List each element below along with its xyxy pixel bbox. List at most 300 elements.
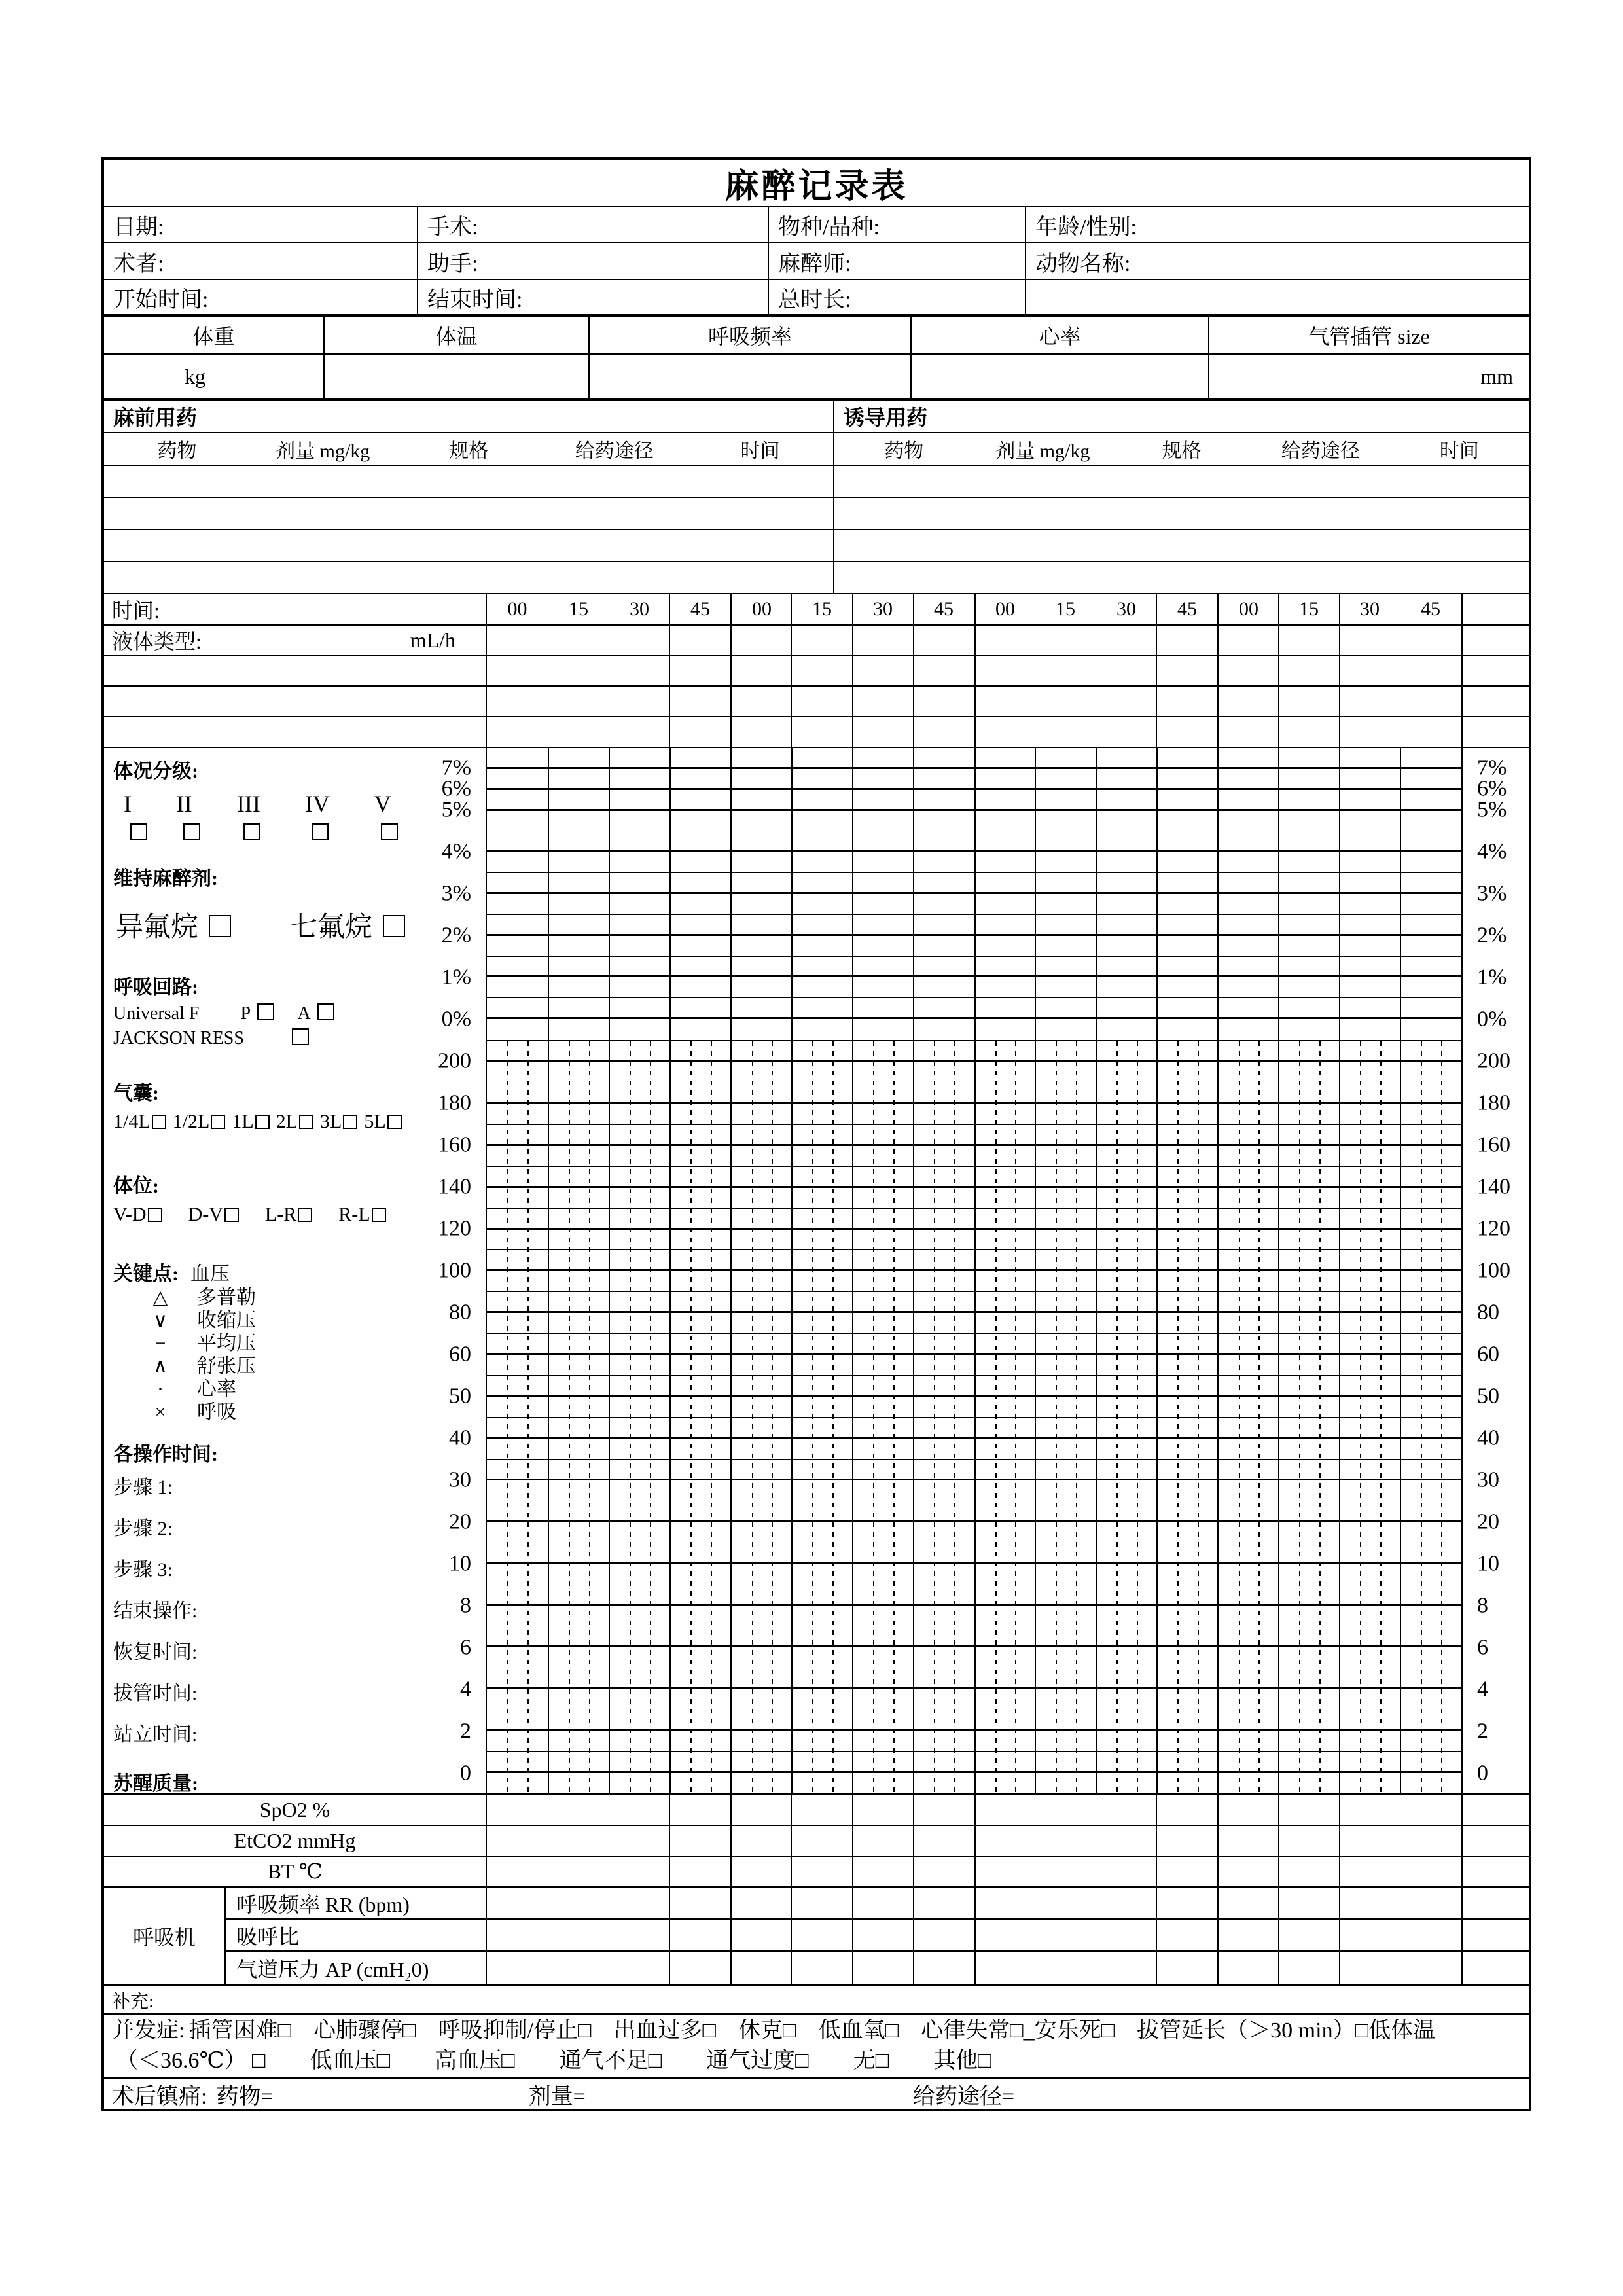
- grid-subcolumn: [934, 1041, 954, 1794]
- grid-cell: [609, 687, 669, 716]
- grid-subcolumn: [1137, 1041, 1156, 1794]
- temperature-value-cell[interactable]: [323, 355, 588, 398]
- grid-cell: [609, 1826, 669, 1856]
- grid-cell: [548, 656, 609, 685]
- info-field[interactable]: [417, 280, 768, 314]
- grid-cell: [1339, 1920, 1400, 1950]
- grid-cell: [669, 687, 730, 716]
- info-field[interactable]: [768, 207, 1025, 242]
- info-field[interactable]: [104, 207, 417, 242]
- legend-label: 舒张压: [197, 1355, 256, 1377]
- premed-entry-cell[interactable]: [104, 498, 834, 529]
- monitor-row-cells[interactable]: [487, 1857, 1529, 1886]
- grid-column: [974, 1041, 1035, 1794]
- grid-cell: [1278, 626, 1339, 655]
- grid-cell: [609, 1920, 669, 1950]
- grid-cell: [730, 1826, 791, 1856]
- grid-subcolumn: [1036, 1041, 1056, 1794]
- grid-column: [852, 748, 913, 1040]
- anesthetic-option: 异氟烷: [116, 905, 231, 944]
- vitals-axis-left: [104, 1041, 486, 1793]
- induction-entry-cell[interactable]: [834, 562, 1529, 593]
- medication-entry-row[interactable]: [104, 530, 1529, 562]
- grid-cell: [1096, 687, 1156, 716]
- grid-cell: [974, 1888, 1035, 1918]
- ventilator-section: [104, 1888, 1529, 1986]
- grid-column: [1217, 748, 1278, 1040]
- axis-tick: 80: [449, 1300, 471, 1325]
- grid-cell: [852, 1952, 913, 1984]
- grid-cell: [669, 1857, 730, 1886]
- med-column-header: 给药途径: [1281, 440, 1360, 462]
- grid-cell: [609, 717, 669, 747]
- grid-cell: [1217, 1857, 1278, 1886]
- grid-column: [730, 1041, 791, 1794]
- time-tick: 30: [1096, 594, 1156, 624]
- grid-cell: [669, 626, 730, 655]
- grid-cell: [791, 1795, 852, 1825]
- time-tick: 30: [1339, 594, 1400, 624]
- grid-subcolumn: [569, 1041, 588, 1794]
- grid-column: [1035, 1041, 1096, 1794]
- grid-cell: [1400, 656, 1461, 685]
- grid-cell: [548, 1920, 609, 1950]
- grid-subcolumn: [832, 1041, 852, 1794]
- grid-column: [1278, 1041, 1339, 1794]
- time-tick: 45: [1400, 594, 1461, 624]
- operation-time-field[interactable]: 恢复时间:: [113, 1641, 198, 1663]
- grid-cell: [730, 1920, 791, 1950]
- grid-cell: [974, 626, 1035, 655]
- operation-time-field[interactable]: 步骤 3:: [113, 1559, 173, 1581]
- legend-label: 多普勒: [197, 1287, 256, 1308]
- med-column-header: 规格: [1162, 440, 1202, 462]
- medication-entry-row[interactable]: [104, 562, 1529, 594]
- grid-cell: [609, 1857, 669, 1886]
- grid-cell: [1035, 1920, 1096, 1950]
- axis-tick: 2%: [441, 923, 471, 948]
- grid-subcolumn: [1116, 1041, 1136, 1794]
- asa-option: IV: [305, 790, 352, 845]
- info-row-1: [104, 207, 1529, 243]
- grid-cell: [1278, 717, 1339, 747]
- axis-tick: 5%: [441, 797, 471, 822]
- grid-subcolumn: [1319, 1041, 1339, 1794]
- vaporizer-grid-columns: [487, 748, 1461, 1040]
- grid-cell: [913, 626, 974, 655]
- axis-tick: 30: [449, 1467, 471, 1492]
- grid-cell: [487, 1857, 548, 1886]
- info-field[interactable]: [1025, 243, 1529, 279]
- ventilator-row-cells[interactable]: [487, 1920, 1529, 1950]
- supplement-label: 补充:: [112, 1991, 154, 2012]
- grid-cell: [730, 656, 791, 685]
- medication-entry-row[interactable]: [104, 498, 1529, 530]
- grid-cell: [1035, 1826, 1096, 1856]
- grid-cell: [669, 1920, 730, 1950]
- grid-cell: [791, 656, 852, 685]
- ventilator-row-label: 气道压力 AP (cmH₂0): [226, 1952, 487, 1984]
- grid-cell: [1400, 626, 1461, 655]
- vitals-grid[interactable]: [487, 1041, 1461, 1794]
- grid-subcolumn: [1056, 1041, 1075, 1794]
- grid-cell: [913, 1952, 974, 1984]
- vitals-units-row: [104, 355, 1529, 401]
- grid-cell: [1035, 1888, 1096, 1918]
- fluid-entry-row[interactable]: [104, 656, 1529, 687]
- fluid-entry-label[interactable]: [104, 717, 487, 747]
- operation-time-field[interactable]: 步骤 2:: [113, 1518, 173, 1539]
- grid-column: [974, 748, 1035, 1040]
- axis-tick: 4%: [1477, 839, 1507, 864]
- grid-cell: [1156, 656, 1217, 685]
- vaporizer-axis-left: [104, 748, 486, 1041]
- bag-option: 2L: [276, 1111, 313, 1133]
- premed-entry-cell[interactable]: [104, 466, 834, 497]
- monitor-row-cells[interactable]: [487, 1826, 1529, 1856]
- postop-route-field[interactable]: 给药途径=: [912, 2084, 1015, 2109]
- asa-option: II: [177, 790, 215, 845]
- grid-cell: [1217, 1952, 1278, 1984]
- med-column-header: 时间: [740, 440, 780, 462]
- grid-cell: [791, 687, 852, 716]
- grid-cell: [1035, 717, 1096, 747]
- med-column-header: 给药途径: [575, 440, 654, 462]
- time-tick-empty: [1461, 594, 1529, 624]
- fluid-entry-cells[interactable]: [487, 687, 1529, 716]
- grid-cell: [1461, 687, 1529, 716]
- grid-column: [1156, 1041, 1217, 1794]
- grid-cell: [730, 1952, 791, 1984]
- induction-column-headers: [834, 433, 1529, 465]
- chart-left-panel: [104, 748, 487, 1793]
- med-column-header: 药物: [884, 440, 924, 462]
- bag-option: 1/2L: [173, 1111, 226, 1133]
- med-column-header: 药物: [157, 440, 197, 462]
- circuit-label: 呼吸回路:: [113, 977, 198, 998]
- tube-size-value-cell[interactable]: [1208, 355, 1529, 398]
- info-field[interactable]: [104, 280, 417, 314]
- operation-times-label: 各操作时间:: [113, 1444, 218, 1465]
- axis-tick: 120: [1477, 1216, 1510, 1241]
- grid-column: [1339, 1041, 1400, 1794]
- axis-tick: 10: [1477, 1551, 1499, 1576]
- grid-column: [730, 748, 791, 1040]
- grid-cell: [487, 687, 548, 716]
- grid-subcolumn: [1158, 1041, 1177, 1794]
- axis-tick: 1%: [441, 965, 471, 990]
- axis-tick: 8: [1477, 1593, 1488, 1618]
- axis-tick: 5%: [1477, 797, 1507, 822]
- body-condition-label: 体况分级:: [113, 761, 198, 782]
- operation-time-field[interactable]: 步骤 1:: [113, 1477, 173, 1498]
- chart-grid: [487, 748, 1461, 1793]
- time-tick: 15: [1035, 594, 1096, 624]
- position-label: 体位:: [113, 1175, 159, 1197]
- axis-tick: 4: [460, 1677, 471, 1702]
- grid-cell: [1339, 1826, 1400, 1856]
- grid-cell: [1217, 1920, 1278, 1950]
- grid-subcolumn: [812, 1041, 832, 1794]
- grid-cell: [1461, 1920, 1529, 1950]
- grid-cell: [974, 1920, 1035, 1950]
- grid-cell: [730, 687, 791, 716]
- postop-dose-field[interactable]: 剂量=: [528, 2084, 586, 2109]
- axis-tick: 10: [449, 1551, 471, 1576]
- grid-cell: [1156, 1952, 1217, 1984]
- grid-cell: [852, 717, 913, 747]
- induction-entry-cell[interactable]: [834, 498, 1529, 529]
- postop-drug-field[interactable]: 药物=: [216, 2084, 274, 2109]
- info-field[interactable]: [417, 243, 768, 279]
- grid-column: [609, 748, 669, 1040]
- grid-cell: [791, 717, 852, 747]
- position-option: D-V: [188, 1204, 239, 1226]
- grid-cell: [487, 717, 548, 747]
- grid-cell: [791, 1826, 852, 1856]
- grid-cell: [1339, 717, 1400, 747]
- fluid-cells[interactable]: [487, 626, 1529, 655]
- grid-subcolumn: [630, 1041, 649, 1794]
- grid-cell: [1156, 717, 1217, 747]
- axis-tick: 6: [1477, 1635, 1488, 1660]
- monitor-row-cells[interactable]: [487, 1795, 1529, 1825]
- axis-tick: 1%: [1477, 965, 1507, 990]
- grid-cell: [1339, 626, 1400, 655]
- monitor-row: [104, 1826, 1529, 1857]
- axis-tick: 0: [460, 1761, 471, 1785]
- axis-tick: 30: [1477, 1467, 1499, 1492]
- axis-tick: 80: [1477, 1300, 1499, 1325]
- grid-cell: [487, 626, 548, 655]
- bag-option: 1/4L: [113, 1111, 166, 1133]
- grid-subcolumn: [1198, 1041, 1217, 1794]
- grid-column: [913, 748, 974, 1040]
- operation-time-field[interactable]: 站立时间:: [113, 1724, 198, 1746]
- info-field[interactable]: [1025, 207, 1529, 242]
- fluid-unit-label: mL/h: [410, 628, 455, 652]
- complications-line-1[interactable]: 并发症: 插管困难□ 心肺骤停□ 呼吸抑制/停止□ 出血过多□ 休克□ 低血氧□ 心律失常□_安乐死□ 拔管延长（＞30 min）□低体温: [112, 2019, 1436, 2043]
- grid-cell: [548, 1795, 609, 1825]
- legend-label: 平均压: [197, 1333, 256, 1354]
- grid-cell: [791, 1888, 852, 1918]
- legend-symbol: −: [154, 1333, 166, 1354]
- grid-cell: [974, 1857, 1035, 1886]
- grid-cell: [1035, 1857, 1096, 1886]
- grid-cell: [730, 717, 791, 747]
- info-field[interactable]: [417, 207, 768, 242]
- grid-cell: [730, 1888, 791, 1918]
- grid-cell: [913, 656, 974, 685]
- grid-subcolumn: [873, 1041, 893, 1794]
- vitals-header-row: [104, 317, 1529, 355]
- grid-column: [1217, 1041, 1278, 1794]
- time-tick-cells: [487, 594, 1529, 624]
- grid-column: [791, 1041, 852, 1794]
- grid-cell: [913, 1795, 974, 1825]
- time-tick: 00: [1217, 594, 1278, 624]
- grid-cell: [1096, 1920, 1156, 1950]
- ventilator-row: [226, 1952, 1529, 1984]
- position-option: V-D: [113, 1204, 162, 1226]
- grid-cell: [1096, 1857, 1156, 1886]
- grid-subcolumn: [1076, 1041, 1096, 1794]
- vaporizer-axis-right: [1463, 748, 1529, 1041]
- grid-cell: [609, 1952, 669, 1984]
- axis-tick: 40: [449, 1426, 471, 1450]
- grid-subcolumn: [487, 1041, 507, 1794]
- weight-value-cell[interactable]: [104, 355, 323, 398]
- fluid-entry-row[interactable]: [104, 717, 1529, 748]
- induction-section-title: 诱导用药: [844, 406, 928, 429]
- operation-time-field[interactable]: 结束操作:: [113, 1600, 198, 1622]
- asa-option: V: [374, 790, 414, 845]
- time-tick: 15: [548, 594, 609, 624]
- grid-cell: [1400, 1826, 1461, 1856]
- ventilator-row-cells[interactable]: [487, 1888, 1529, 1918]
- weight-unit: kg: [185, 364, 205, 388]
- grid-cell: [974, 1952, 1035, 1984]
- supplement-row[interactable]: [104, 1986, 1529, 2015]
- grid-column: [669, 1041, 730, 1794]
- grid-cell: [791, 1857, 852, 1886]
- grid-cell: [487, 656, 548, 685]
- grid-cell: [669, 1826, 730, 1856]
- info-field[interactable]: [1025, 280, 1529, 314]
- info-field-label: 术者:: [113, 251, 164, 276]
- axis-tick: 200: [438, 1049, 471, 1073]
- grid-cell: [791, 1952, 852, 1984]
- medication-entry-row[interactable]: [104, 466, 1529, 498]
- axis-tick: 50: [1477, 1384, 1499, 1408]
- grid-cell: [1400, 1888, 1461, 1918]
- keypoints-label: 关键点:: [113, 1263, 179, 1285]
- time-row-label: 时间:: [104, 594, 487, 624]
- position-option: R-L: [338, 1204, 385, 1226]
- recovery-quality-label: 苏醒质量:: [113, 1773, 198, 1793]
- axis-tick: 0: [1477, 1761, 1488, 1785]
- axis-tick: 160: [438, 1132, 471, 1157]
- fluid-entry-cells[interactable]: [487, 656, 1529, 685]
- grid-subcolumn: [995, 1041, 1015, 1794]
- grid-cell: [1156, 1920, 1217, 1950]
- axis-tick: 60: [1477, 1342, 1499, 1367]
- grid-subcolumn: [1258, 1041, 1278, 1794]
- grid-cell: [913, 687, 974, 716]
- grid-cell: [913, 1826, 974, 1856]
- induction-entry-cell[interactable]: [834, 466, 1529, 497]
- grid-cell: [1278, 656, 1339, 685]
- vaporizer-grid[interactable]: [487, 748, 1461, 1041]
- premed-entry-cell[interactable]: [104, 562, 834, 593]
- grid-cell: [913, 1920, 974, 1950]
- grid-cell: [852, 1795, 913, 1825]
- grid-cell: [1278, 687, 1339, 716]
- grid-cell: [487, 1795, 548, 1825]
- axis-tick: 2%: [1477, 923, 1507, 948]
- grid-cell: [1217, 1795, 1278, 1825]
- heart-rate-value-cell[interactable]: [910, 355, 1208, 398]
- info-field-label: 助手:: [427, 251, 478, 276]
- axis-tick: 6%: [1477, 776, 1507, 801]
- circuit-row-universal: Universal F P A: [113, 1003, 414, 1024]
- grid-column: [1400, 1041, 1461, 1794]
- axis-tick: 50: [449, 1384, 471, 1408]
- fluid-entry-label[interactable]: [104, 687, 487, 716]
- grid-cell: [1278, 1952, 1339, 1984]
- axis-tick: 180: [438, 1090, 471, 1115]
- time-tick: 45: [669, 594, 730, 624]
- fluid-entry-cells[interactable]: [487, 717, 1529, 747]
- form-title-row: [104, 160, 1529, 207]
- medication-title-row: [104, 401, 1529, 433]
- asa-option: III: [237, 790, 283, 845]
- grid-subcolumn: [1421, 1041, 1440, 1794]
- info-field-label: 结束时间:: [427, 287, 523, 312]
- grid-column: [487, 748, 548, 1040]
- air-bag-label: 气囊:: [113, 1083, 159, 1104]
- grid-cell: [1035, 687, 1096, 716]
- grid-subcolumn: [1340, 1041, 1360, 1794]
- grid-column: [548, 748, 609, 1040]
- grid-subcolumn: [549, 1041, 569, 1794]
- legend-label: 心率: [197, 1378, 236, 1400]
- grid-cell: [1217, 687, 1278, 716]
- grid-cell: [791, 626, 852, 655]
- complications-line-2[interactable]: （＜36.6℃） □ 低血压□ 高血压□ 通气不足□ 通气过度□ 无□ 其他□: [116, 2049, 991, 2073]
- grid-cell: [913, 1857, 974, 1886]
- grid-subcolumn: [711, 1041, 730, 1794]
- postop-analgesia-row[interactable]: [104, 2079, 1529, 2109]
- grid-cell: [852, 1888, 913, 1918]
- info-field[interactable]: [768, 280, 1025, 314]
- fluid-entry-label[interactable]: [104, 656, 487, 685]
- grid-cell: [669, 1888, 730, 1918]
- respiration-value-cell[interactable]: [588, 355, 910, 398]
- asa-option: I: [124, 790, 154, 845]
- operation-time-field[interactable]: 拔管时间:: [113, 1683, 198, 1704]
- vitals-grid-columns: [487, 1041, 1461, 1794]
- info-field[interactable]: [104, 243, 417, 279]
- grid-cell: [974, 1795, 1035, 1825]
- ventilator-row-cells[interactable]: [487, 1952, 1529, 1984]
- vitals-column-header: 体温: [323, 317, 588, 353]
- fluid-entry-row[interactable]: [104, 687, 1529, 717]
- time-tick: 15: [1278, 594, 1339, 624]
- grid-cell: [609, 1888, 669, 1918]
- grid-cell: [1400, 1920, 1461, 1950]
- legend-label: 收缩压: [197, 1310, 256, 1331]
- legend-symbol: ∧: [153, 1355, 168, 1377]
- position-option: L-R: [265, 1204, 312, 1226]
- time-tick: 00: [507, 598, 527, 620]
- grid-cell: [1339, 1952, 1400, 1984]
- grid-cell: [1339, 1888, 1400, 1918]
- info-row-3: [104, 280, 1529, 317]
- premed-entry-cell[interactable]: [104, 530, 834, 561]
- axis-tick: 6: [460, 1635, 471, 1660]
- induction-entry-cell[interactable]: [834, 530, 1529, 561]
- grid-cell: [974, 717, 1035, 747]
- grid-cell: [609, 626, 669, 655]
- grid-cell: [1217, 626, 1278, 655]
- legend-symbol: ×: [154, 1401, 166, 1423]
- grid-cell: [1217, 1826, 1278, 1856]
- grid-cell: [1400, 1857, 1461, 1886]
- grid-cell: [1339, 1795, 1400, 1825]
- info-field[interactable]: [768, 243, 1025, 279]
- axis-tick: 2: [1477, 1719, 1488, 1744]
